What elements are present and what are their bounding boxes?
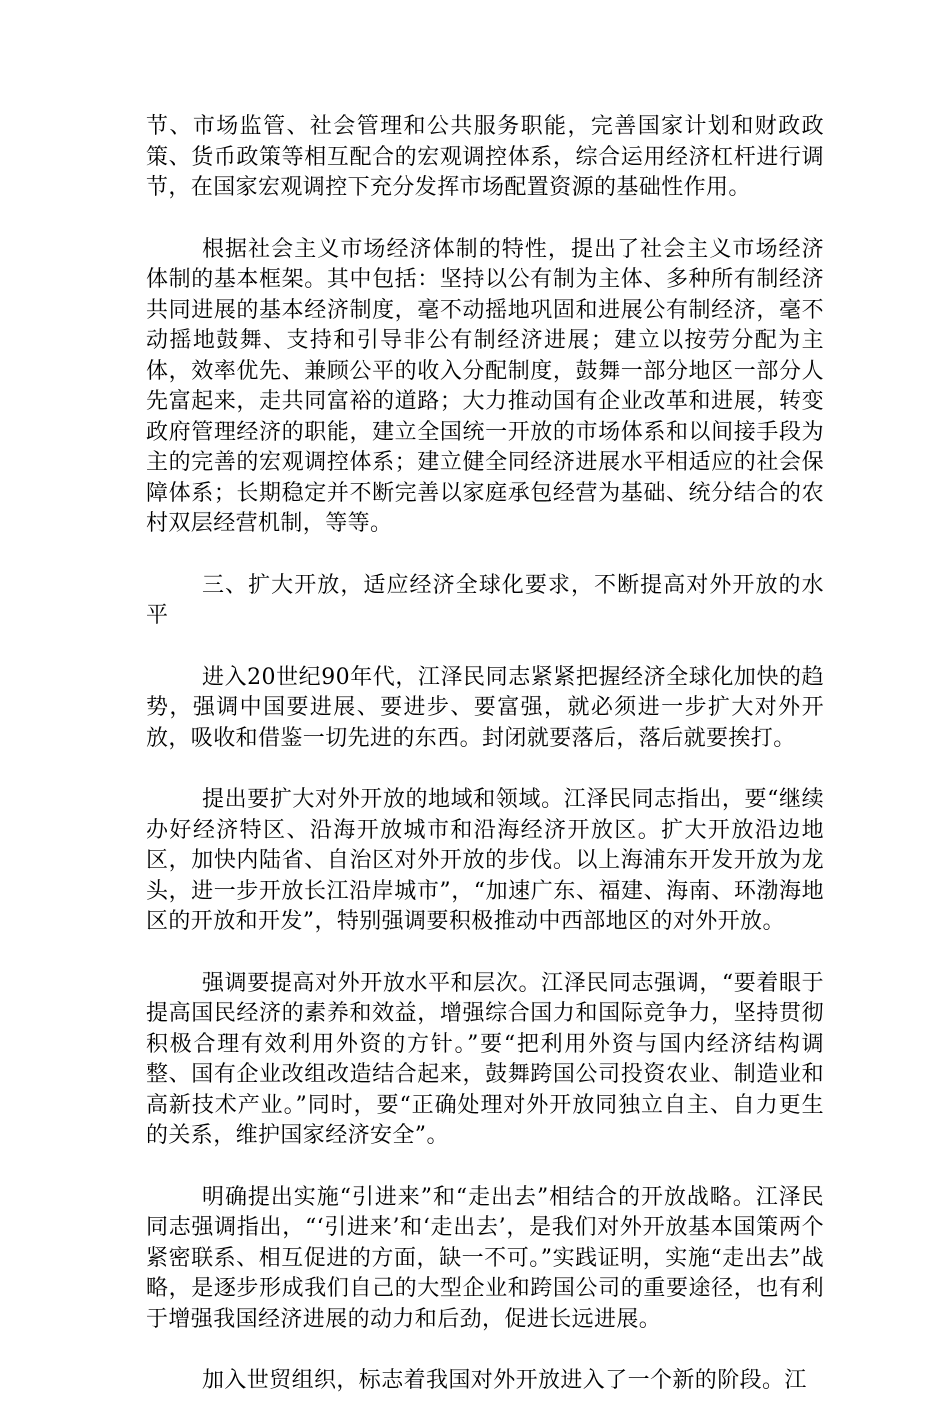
paragraph-expand-regions: 提出要扩大对外开放的地域和领域。江泽民同志指出，要“继续办好经济特区、沿海开放城市和沿海经济开放区。扩大开放沿边地区，加快内陆省、自治区对外开放的步伐。以上海浦东开发开放为龙头，进一步开放长江沿岸城市”，“加速广东、福建、海南、环渤海地区的开放和开发”，特别强调要积极推动中西部地区的对外开放。	[146, 787, 824, 934]
paragraph-raise-level: 强调要提高对外开放水平和层次。江泽民同志强调，“要着眼于提高国民经济的素养和效益，增强综合国力和国际竞争力，坚持贯彻积极合理有效利用外资的方针。”要“把利用外资与国内经济结构调整、国有企业改组改造结合起来，鼓舞跨国公司投资农业、制造业和高新技术产业。”同时，要“正确处理对外开放同独立自主、自力更生的关系，维护国家经济安全”。	[146, 970, 824, 1148]
paragraph-bring-in-go-out: 明确提出实施“引进来”和“走出去”相结合的开放战略。江泽民同志强调指出，“‘引进来’和‘走出去’，是我们对外开放基本国策两个紧密联系、相互促进的方面，缺一不可。”实践证明，实施“走出去”战略，是逐步形成我们自己的大型企业和跨国公司的重要途径，也有利于增强我国经济进展的动力和后劲，促进长远进展。	[146, 1184, 824, 1332]
section-heading-opening-up: 三、扩大开放，适应经济全球化要求，不断提高对外开放的水平	[146, 572, 824, 628]
paragraph-economic-framework: 根据社会主义市场经济体制的特性，提出了社会主义市场经济体制的基本框架。其中包括：坚持以公有制为主体、多种所有制经济共同进展的基本经济制度，毫不动摇地巩固和进展公有制经济，毫不动摇地鼓舞、支持和引导非公有制经济进展；建立以按劳分配为主体，效率优先、兼顾公平的收入分配制度，鼓舞一部分地区一部分人先富起来，走共同富裕的道路；大力推动国有企业改革和进展，转变政府管理经济的职能，建立全国统一开放的市场体系和以间接手段为主的完善的宏观调控体系；建立健全同经济进展水平相适应的社会保障体系；长期稳定并不断完善以家庭承包经营为基础、统分结合的农村双层经营机制，等等。	[146, 236, 824, 536]
paragraph-continued: 节、市场监管、社会管理和公共服务职能，完善国家计划和财政政策、货币政策等相互配合的宏观调控体系，综合运用经济杠杆进行调节，在国家宏观调控下充分发挥市场配置资源的基础性作用。	[146, 114, 824, 200]
paragraph-1990s-globalization: 进入20世纪90年代，江泽民同志紧紧把握经济全球化加快的趋势，强调中国要进展、要进步、要富强，就必须进一步扩大对外开放，吸收和借鉴一切先进的东西。封闭就要落后，落后就要挨打。	[146, 664, 824, 751]
paragraph-wto-accession: 加入世贸组织，标志着我国对外开放进入了一个新的阶段。江	[202, 1368, 807, 1393]
document-body	[146, 112, 824, 1428]
